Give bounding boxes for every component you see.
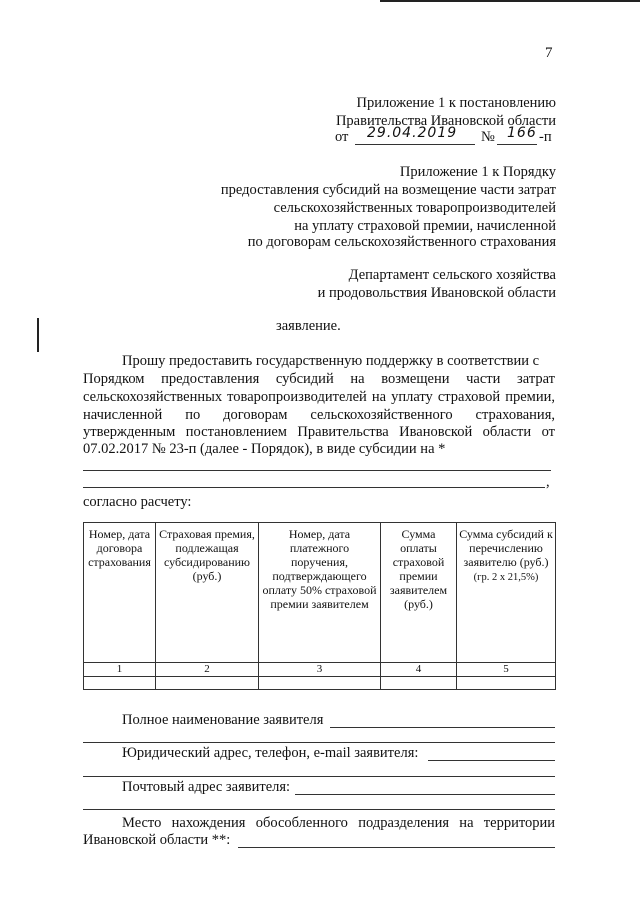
handwritten-date: 29.04.2019 [367, 125, 458, 141]
body-line-6: 07.02.2017 № 23-п (далее - Порядок), в виде субсидии на * [83, 441, 446, 457]
table-cell[interactable] [259, 677, 381, 690]
col-number-2: 2 [156, 663, 259, 677]
postal-address-input[interactable] [295, 794, 555, 795]
full-name-input-line2[interactable] [83, 742, 555, 743]
legal-address-input-line2[interactable] [83, 776, 555, 777]
col-number-5: 5 [457, 663, 556, 677]
body-line-4: начисленной по договорам сельскохозяйственного страхования, [83, 407, 555, 423]
scan-edge-mark-left [37, 318, 39, 352]
branch-location-label-line2: Ивановской области **: [83, 832, 231, 848]
header-subsidy-amount [457, 523, 556, 663]
header-premium: Страховая премия, подлежащая субсидированию (руб.) [156, 523, 259, 663]
table-number-row [84, 663, 556, 677]
header-contract: Номер, дата договора страхования [84, 523, 156, 663]
subsidy-blank-line-2[interactable] [83, 487, 545, 488]
legal-address-input[interactable] [428, 760, 555, 761]
col-number-4: 4 [381, 663, 457, 677]
from-label: от [335, 129, 349, 145]
appendix-order-line4: на уплату страховой премии, начисленной [294, 218, 556, 234]
appendix-order-line1: Приложение 1 к Порядку [399, 164, 556, 180]
header-paid-amount: Сумма оплаты страховой премии заявителем (руб.) [381, 523, 457, 663]
number-suffix: -п [539, 129, 552, 145]
table-cell[interactable] [84, 677, 156, 690]
body-line-5: утвержденным постановлением Правительства Ивановской области от [83, 424, 555, 440]
table-row[interactable] [84, 677, 556, 690]
page-number: 7 [545, 45, 553, 61]
number-label: № [481, 129, 495, 145]
table-cell[interactable] [381, 677, 457, 690]
comma-mark: , [546, 474, 550, 490]
header-subsidy-note: (гр. 2 х 21,5%) [473, 572, 539, 583]
header-subsidy-text: Сумма субсидий к перечислению заявителю (руб.) [459, 527, 553, 569]
number-underline [497, 144, 537, 145]
legal-address-label: Юридический адрес, телефон, e-mail заявителя: [122, 745, 419, 761]
header-payment-order: Номер, дата платежного поручения, подтверждающего оплату 50% страховой премии заявителем [259, 523, 381, 663]
col-number-3: 3 [259, 663, 381, 677]
appendix-main-line2: Правительства Ивановской области [335, 113, 556, 129]
according-to-calculation: согласно расчету: [83, 494, 192, 510]
body-line-3: сельскохозяйственных товаропроизводителей на уплату страховой премии, [83, 389, 555, 405]
full-name-input[interactable] [330, 727, 555, 728]
appendix-date-row [335, 125, 557, 149]
addressee-line1: Департамент сельского хозяйства [348, 267, 556, 283]
scan-edge-mark-top [380, 0, 640, 2]
branch-location-input[interactable] [238, 847, 555, 848]
body-line-1: Прошу предоставить государственную поддержку в соответствии с [122, 353, 540, 369]
appendix-main-line1: Приложение 1 к постановлению [356, 95, 556, 111]
body-line-2: Порядком предоставления субсидий на возмещени части затрат [83, 371, 555, 387]
subsidy-blank-line-1[interactable] [83, 470, 551, 471]
appendix-order-line5: по договорам сельскохозяйственного страхования [247, 234, 556, 250]
appendix-order-line3: сельскохозяйственных товаропроизводителей [273, 200, 556, 216]
postal-address-label: Почтовый адрес заявителя: [122, 779, 291, 795]
appendix-order-line2: предоставления субсидий на возмещение части затрат [220, 182, 556, 198]
addressee-line2: и продовольствия Ивановской области [317, 285, 556, 301]
date-underline [355, 144, 475, 145]
table-header-row [84, 523, 556, 663]
calculation-table [83, 522, 556, 690]
handwritten-number: 166 [507, 125, 537, 141]
full-name-label: Полное наименование заявителя [122, 712, 324, 728]
col-number-1: 1 [84, 663, 156, 677]
table-cell[interactable] [457, 677, 556, 690]
document-title: заявление. [276, 318, 341, 334]
postal-address-input-line2[interactable] [83, 809, 555, 810]
table-cell[interactable] [156, 677, 259, 690]
branch-location-label: Место нахождения обособленного подразделения на территории [122, 815, 555, 831]
